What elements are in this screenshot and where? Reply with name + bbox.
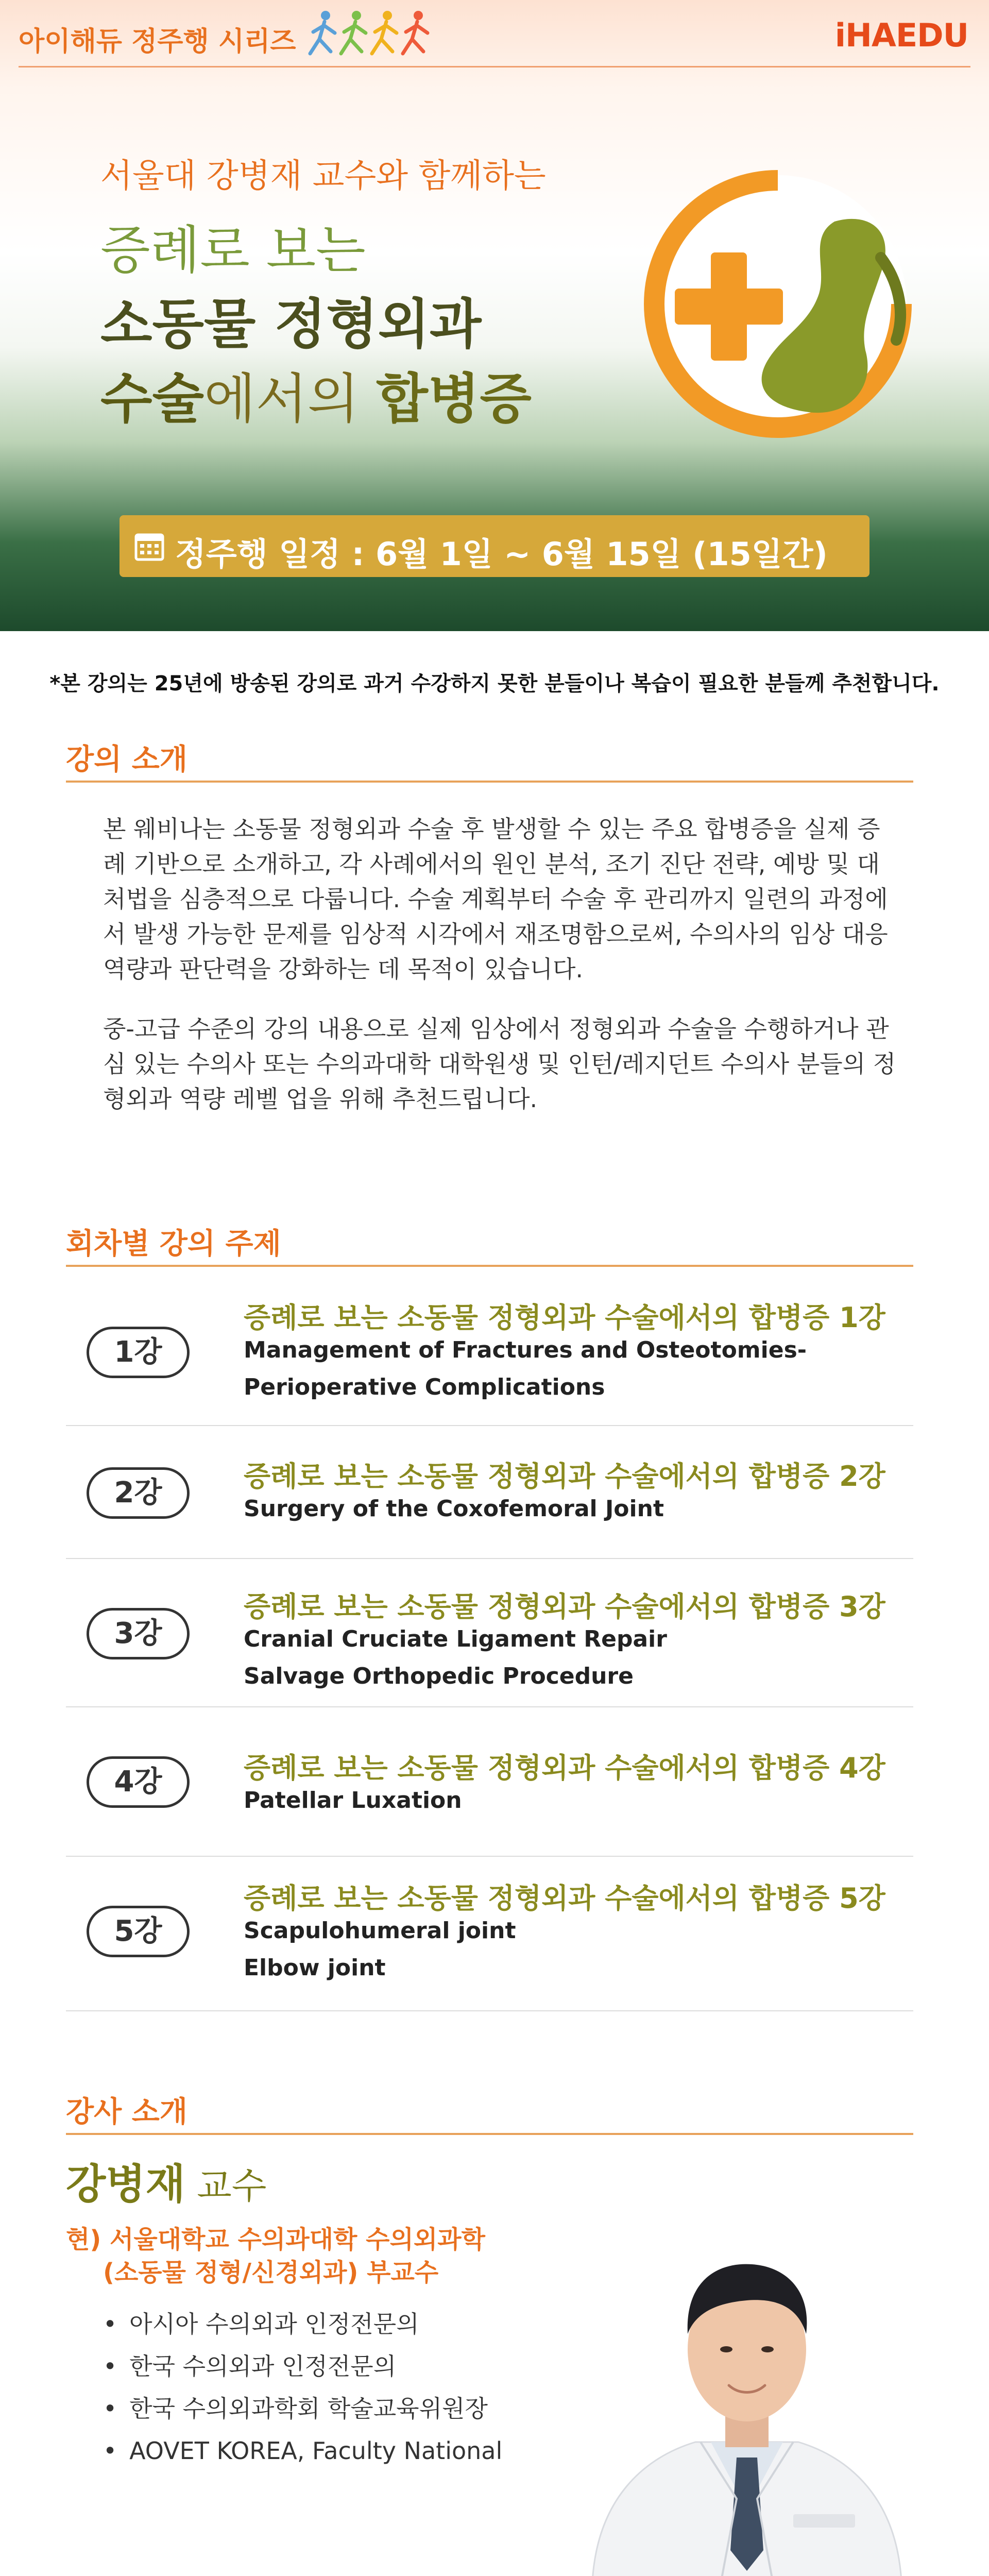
lecture-english-title <box>244 1782 462 1819</box>
hero-title-connector: 에서의 <box>203 367 377 430</box>
lecture-english-line1: Management of Fractures and Osteotomies- <box>244 1337 807 1363</box>
hero-topbar <box>0 0 989 67</box>
lecture-english-title <box>244 1621 667 1695</box>
lecture-item-5[interactable] <box>66 1857 913 2011</box>
lecture-english-line1: Scapulohumeral joint <box>244 1918 516 1944</box>
credential-item: • 아시아 수의외과 인정전문의 <box>103 2303 502 2345</box>
orthopedic-cross-icon <box>639 155 932 448</box>
brand-logo[interactable]: iHAEDU <box>834 16 968 54</box>
lecture-title: 증례로 보는 소동물 정형외과 수술에서의 합병증 1강 <box>244 1301 885 1334</box>
series-label: 아이해듀 정주행 시리즈 <box>19 26 296 57</box>
hero-title-line1: 증례로 보는 <box>100 220 366 280</box>
lecture-item-4[interactable] <box>66 1707 913 1857</box>
lecture-badge: 3강 <box>87 1608 190 1659</box>
calendar-icon <box>134 531 165 562</box>
lecture-title: 증례로 보는 소동물 정형외과 수술에서의 합병증 2강 <box>244 1460 885 1493</box>
credential-item: • 한국 수의외과 인정전문의 <box>103 2345 502 2387</box>
lecture-english-line1: Surgery of the Coxofemoral Joint <box>244 1496 664 1522</box>
lecture-item-3[interactable] <box>66 1559 913 1707</box>
instructor-position-line1: 현) 서울대학교 수의과대학 수의외과학 <box>66 2225 485 2254</box>
lecture-english-line2: Salvage Orthopedic Procedure <box>244 1663 634 1689</box>
lecture-title: 증례로 보는 소동물 정형외과 수술에서의 합병증 4강 <box>244 1752 885 1784</box>
schedule-text: 정주행 일정 : 6월 1일 ~ 6월 15일 (15일간) <box>175 535 828 573</box>
lecture-english-title <box>244 1912 516 1987</box>
hero-banner <box>0 0 989 631</box>
lecture-badge: 2강 <box>87 1467 190 1519</box>
lecture-title: 증례로 보는 소동물 정형외과 수술에서의 합병증 3강 <box>244 1590 885 1623</box>
instructor-section-title: 강사 소개 <box>66 2095 187 2129</box>
runners-icon <box>304 7 448 64</box>
lectures-divider <box>66 1265 913 1267</box>
lecture-badge: 4강 <box>87 1756 190 1808</box>
instructor-name <box>66 2151 266 2210</box>
hero-title-line2: 소동물 정형외과 <box>100 293 482 355</box>
intro-divider <box>66 781 913 783</box>
instructor-portrait <box>582 2179 912 2576</box>
lecture-title: 증례로 보는 소동물 정형외과 수술에서의 합병증 5강 <box>244 1882 885 1914</box>
lecture-english-line2: Perioperative Complications <box>244 1374 605 1400</box>
lecture-badge: 5강 <box>87 1906 190 1957</box>
hero-title-line3 <box>100 355 532 433</box>
hero-title-complication: 합병증 <box>376 367 532 430</box>
intro-paragraph-1: 본 웨비나는 소동물 정형외과 수술 후 발생할 수 있는 주요 합병증을 실제 증례 기반으로 소개하고, 각 사례에서의 원인 분석, 조기 진단 전략, 예방 및 대처법을 심층적으로 다룹니다. 수술 계획부터 수술 후 관리까지 일련의 과정에서 발생 가능한 문제를 임상적 시각에서 재조명함으로써, 수의사의 임상 대응 역량과 판단력을 강화하는 데 목적이 있습니다. <box>103 815 888 983</box>
instructor-name-text: 강병재 <box>66 2160 185 2208</box>
header-divider <box>19 66 970 67</box>
lecture-english-title <box>244 1332 807 1406</box>
intro-paragraph-2: 중-고급 수준의 강의 내용으로 실제 임상에서 정형외과 수술을 수행하거나 관심 있는 수의사 또는 수의과대학 대학원생 및 인턴/레지던트 수의사 분들의 정형외과 역량 레벨 업을 위해 추천드립니다. <box>103 1015 896 1113</box>
lecture-english-line2: Elbow joint <box>244 1955 386 1981</box>
instructor-role: 교수 <box>185 2165 267 2207</box>
lecture-english-line1: Cranial Cruciate Ligament Repair <box>244 1626 667 1652</box>
instructor-divider <box>66 2133 913 2135</box>
lecture-item-2[interactable] <box>66 1426 913 1559</box>
lectures-section-title: 회차별 강의 주제 <box>66 1227 281 1261</box>
credential-item: • 한국 수의외과학회 학술교육위원장 <box>103 2387 502 2430</box>
lecture-badge: 1강 <box>87 1327 190 1378</box>
notice-text: *본 강의는 25년에 방송된 강의로 과거 수강하지 못한 분들이나 복습이 필요한 분들께 추천합니다. <box>49 672 940 696</box>
lecture-english-title <box>244 1490 664 1528</box>
credential-item: • AOVET KOREA, Faculty National <box>103 2430 502 2472</box>
intro-body <box>103 811 896 1141</box>
schedule-bar <box>120 515 869 577</box>
lecture-english-line1: Patellar Luxation <box>244 1787 462 1814</box>
lecture-item-1[interactable] <box>66 1283 913 1426</box>
instructor-position <box>66 2223 485 2289</box>
hero-title-surgery: 수술 <box>100 367 204 430</box>
instructor-credentials <box>103 2303 502 2472</box>
intro-section-title: 강의 소개 <box>66 743 187 776</box>
instructor-position-line2: (소동물 정형/신경외과) 부교수 <box>103 2258 439 2287</box>
hero-subtitle: 서울대 강병재 교수와 함께하는 <box>100 157 546 195</box>
